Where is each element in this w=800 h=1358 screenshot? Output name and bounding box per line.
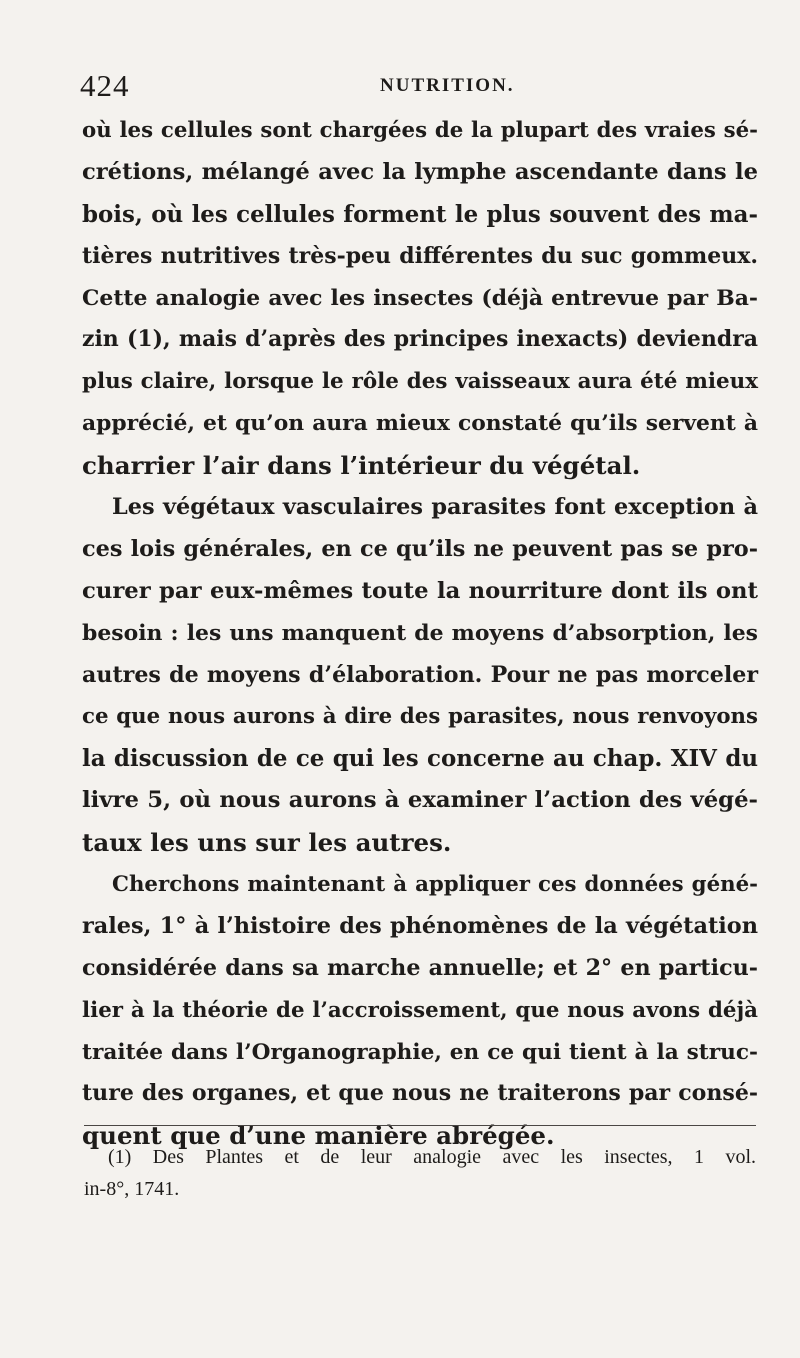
footnote-divider	[84, 1125, 756, 1126]
text-line: plus claire, lorsque le rôle des vaisseaux aura été mieux	[82, 369, 758, 395]
footnote	[84, 1141, 756, 1205]
text-line: considérée dans sa marche annuelle; et 2° en particu-	[82, 954, 758, 981]
paragraph-1	[82, 110, 758, 487]
text-line: rales, 1° à l’histoire des phénomènes de la végétation	[82, 912, 758, 939]
section-title: NUTRITION.	[380, 75, 515, 96]
text-line: besoin : les uns manquent de moyens d’absorption, les	[82, 619, 758, 646]
text-line: Cherchons maintenant à appliquer ces données géné-	[112, 872, 758, 898]
footnote-line: in-8°, 1741.	[84, 1178, 180, 1200]
text-line: la discussion de ce qui les concerne au chap. XIV du	[82, 745, 758, 773]
text-line: ces lois générales, en ce qu’ils ne peuvent pas se pro-	[82, 535, 758, 562]
text-line: autres de moyens d’élaboration. Pour ne pas morceler	[82, 661, 758, 688]
text-line: zin (1), mais d’après des principes inexacts) deviendra	[82, 326, 758, 353]
text-line: lier à la théorie de l’accroissement, que nous avons déjà	[82, 997, 758, 1023]
text-line: curer par eux-mêmes toute la nourriture dont ils ont	[82, 577, 758, 604]
footnote-line: (1) Des Plantes et de leur analogie avec les insectes, 1 vol.	[108, 1146, 756, 1168]
running-head	[80, 66, 760, 106]
text-line: traitée dans l’Organographie, en ce qui tient à la struc-	[82, 1039, 758, 1065]
text-line: Les végétaux vasculaires parasites font exception à	[112, 494, 758, 521]
text-line: où les cellules sont chargées de la plupart des vraies sé-	[82, 118, 758, 143]
text-line: tières nutritives très-peu différentes du suc gommeux.	[82, 242, 758, 269]
text-line: bois, où les cellules forment le plus souvent des ma-	[82, 200, 758, 228]
text-line: livre 5, où nous aurons à examiner l’action des végé-	[82, 787, 758, 814]
text-line: apprécié, et qu’on aura mieux constaté qu’ils servent à	[82, 411, 758, 437]
page-number: 424	[80, 68, 130, 103]
text-line: taux les uns sur les autres.	[82, 828, 452, 858]
text-line: Cette analogie avec les insectes (déjà entrevue par Ba-	[82, 284, 758, 311]
text-line: quent que d’une manière abrégée.	[82, 1121, 555, 1151]
text-line: ce que nous aurons à dire des parasites, nous renvoyons	[82, 704, 758, 730]
text-line: charrier l’air dans l’intérieur du végétal.	[82, 451, 641, 481]
text-line: crétions, mélangé avec la lymphe ascendante dans le	[82, 158, 758, 185]
body-text	[82, 110, 758, 1157]
paragraph-2	[82, 487, 758, 864]
paragraph-3	[82, 864, 758, 1157]
text-line: ture des organes, et que nous ne traiterons par consé-	[82, 1080, 758, 1107]
